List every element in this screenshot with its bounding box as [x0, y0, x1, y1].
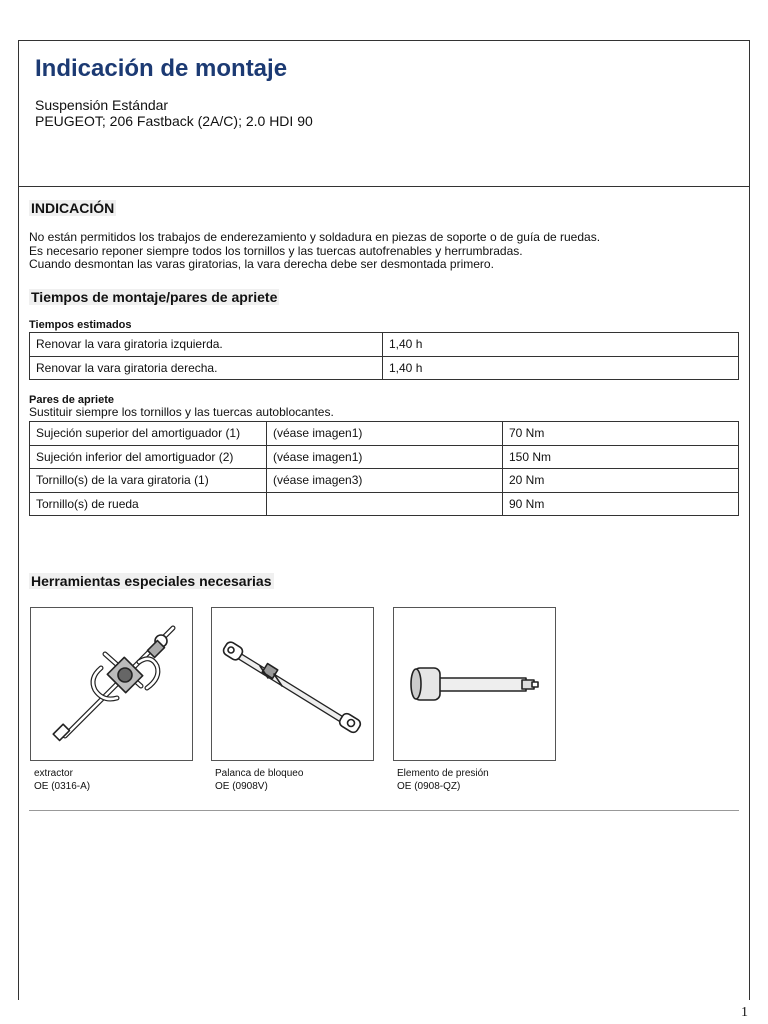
table-cell: 150 Nm	[503, 445, 739, 469]
table-row	[30, 356, 739, 380]
tool-image-frame	[393, 607, 556, 761]
herramientas-heading: Herramientas especiales necesarias	[31, 573, 272, 589]
tool-code: OE (0316-A)	[34, 781, 91, 792]
subtitle-line-1: Suspensión Estándar	[35, 97, 169, 113]
indicacion-line-2: Es necesario reponer siempre todos los tornillos y las tuercas autofrenables y herrumbradas.	[29, 243, 523, 258]
section-divider	[29, 810, 739, 811]
table-cell: Renovar la vara giratoria izquierda.	[30, 333, 383, 357]
table-cell: Tornillo(s) de rueda	[30, 492, 267, 516]
tool-caption	[211, 767, 374, 793]
tool-extractor	[30, 607, 193, 793]
table-row	[30, 333, 739, 357]
page-title: Indicación de montaje	[35, 55, 288, 82]
tool-image-frame	[211, 607, 374, 761]
table-row	[30, 492, 739, 516]
table-cell: 90 Nm	[503, 492, 739, 516]
tool-name: extractor	[34, 768, 73, 779]
document-frame	[18, 40, 750, 1000]
tool-palanca-bloqueo	[211, 607, 374, 793]
table-cell: 1,40 h	[383, 356, 739, 380]
tool-name: Elemento de presión	[397, 768, 489, 779]
page-number: 1	[741, 1005, 748, 1020]
table-cell: Renovar la vara giratoria derecha.	[30, 356, 383, 380]
pares-label: Pares de apriete	[29, 394, 114, 406]
tool-name: Palanca de bloqueo	[215, 768, 304, 779]
table-cell: 20 Nm	[503, 469, 739, 493]
pressure-element-tool-icon	[394, 608, 555, 760]
indicacion-line-3: Cuando desmontan las varas giratorias, la vara derecha debe ser desmontada primero.	[29, 257, 494, 271]
tool-image-frame	[30, 607, 193, 761]
table-cell: (véase imagen3)	[267, 469, 503, 493]
tool-elemento-presion	[393, 607, 556, 793]
subtitle-line-2: PEUGEOT; 206 Fastback (2A/C); 2.0 HDI 90	[35, 113, 313, 129]
table-row	[30, 445, 739, 469]
table-cell: Sujeción superior del amortiguador (1)	[30, 422, 267, 446]
document-header	[19, 41, 749, 187]
table-cell: (véase imagen1)	[267, 445, 503, 469]
pares-note: Sustituir siempre los tornillos y las tuercas autoblocantes.	[29, 405, 334, 419]
vehicle-description	[35, 97, 313, 129]
tool-code: OE (0908V)	[215, 781, 268, 792]
table-cell: 1,40 h	[383, 333, 739, 357]
pares-table	[29, 421, 739, 516]
table-cell: Tornillo(s) de la vara giratoria (1)	[30, 469, 267, 493]
tool-code: OE (0908-QZ)	[397, 781, 461, 792]
locking-lever-tool-icon	[212, 608, 373, 760]
table-cell: 70 Nm	[503, 422, 739, 446]
extractor-tool-icon	[31, 608, 192, 760]
indicacion-text	[29, 231, 600, 272]
tiempos-estimados-label: Tiempos estimados	[29, 319, 132, 331]
table-cell	[267, 492, 503, 516]
tool-caption	[30, 767, 193, 793]
tiempos-heading: Tiempos de montaje/pares de apriete	[31, 289, 278, 305]
table-cell: (véase imagen1)	[267, 422, 503, 446]
table-row	[30, 422, 739, 446]
indicacion-line-1: No están permitidos los trabajos de enderezamiento y soldadura en piezas de soporte o de guía de ruedas.	[29, 230, 601, 244]
indicacion-heading: INDICACIÓN	[31, 200, 115, 216]
table-row	[30, 469, 739, 493]
tiempos-table	[29, 332, 739, 380]
tool-caption	[393, 767, 556, 793]
table-cell: Sujeción inferior del amortiguador (2)	[30, 445, 267, 469]
